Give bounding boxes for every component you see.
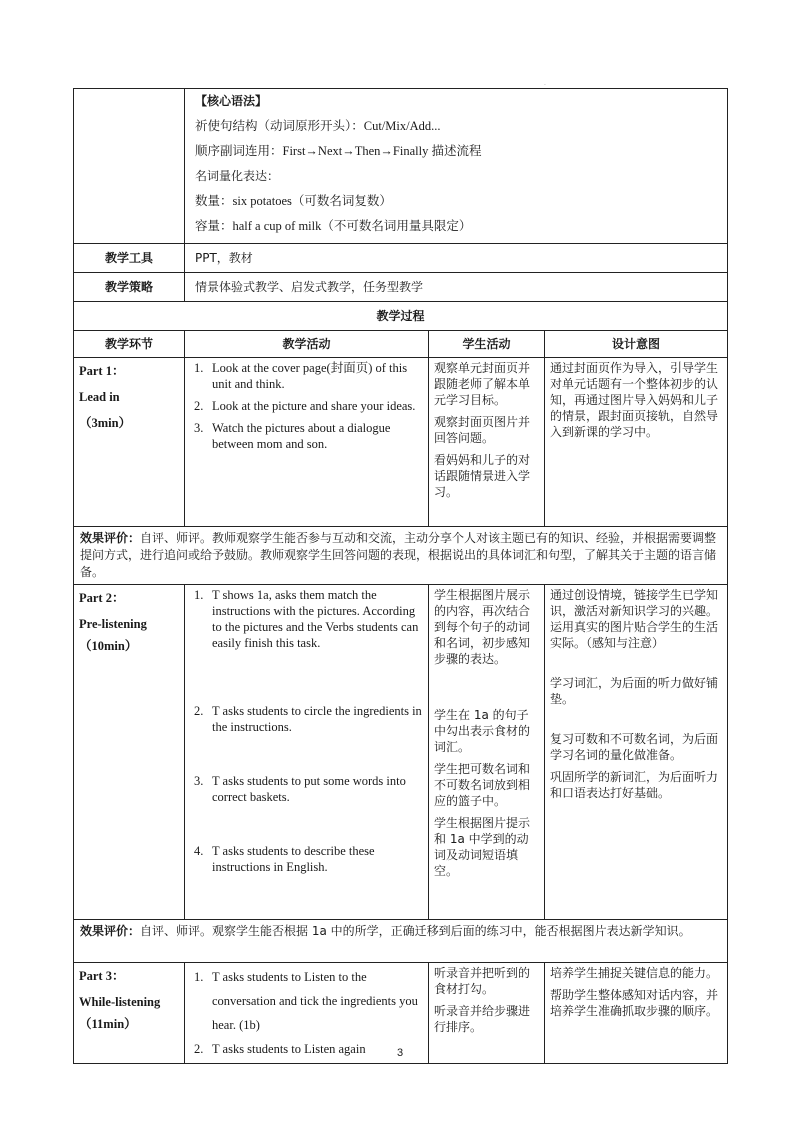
student-item: 学生根据图片提示和 1a 中学到的动词及动词短语填空。 (434, 816, 531, 878)
list-item: 3. Watch the pictures about a dialogue between mom and son. (194, 421, 391, 451)
header-student-activity: 学生活动 (429, 331, 545, 358)
tools-label: 教学工具 (74, 244, 185, 273)
grammar-line: 祈使句结构（动词原形开头）：Cut/Mix/Add... (195, 119, 441, 133)
corner-mark: . (544, 80, 546, 87)
lesson-plan-table (73, 88, 728, 1064)
header-stage: 教学环节 (74, 331, 185, 358)
grammar-row (74, 89, 728, 244)
eval1-cell (74, 527, 728, 585)
process-title-row (74, 302, 728, 331)
part2-time: （10min） (79, 639, 138, 653)
tools-value: PPT，教材 (185, 244, 728, 273)
grammar-line: 顺序副词连用：First→Next→Then→Finally 描述流程 (195, 144, 482, 158)
grammar-line: 容量：half a cup of milk（不可数名词用量具限定） (195, 219, 472, 233)
eval1-row (74, 527, 728, 585)
header-row (74, 331, 728, 358)
part3-stage: While-listening (79, 995, 161, 1009)
part2-student (429, 585, 545, 920)
student-item: 听录音并把听到的食材打勾。 (434, 966, 531, 996)
grammar-cell (185, 89, 728, 244)
intent-item: 帮助学生整体感知对话内容，并培养学生准确抓取步骤的顺序。 (550, 988, 719, 1018)
student-item: 看妈妈和儿子的对话跟随情景进入学习。 (434, 453, 531, 499)
grammar-heading: 【核心语法】 (195, 94, 268, 108)
strategy-value: 情景体验式教学、启发式教学，任务型教学 (185, 273, 728, 302)
student-item: 学生把可数名词和不可数名词放到相应的篮子中。 (434, 762, 531, 808)
eval2-row (74, 920, 728, 963)
part1-name: Part 1： (79, 364, 125, 378)
part1-stage: Lead in (79, 390, 120, 404)
part2-row (74, 585, 728, 920)
process-title: 教学过程 (74, 302, 728, 331)
part2-activities (185, 585, 429, 920)
part3-name: Part 3： (79, 969, 125, 983)
eval2-cell (74, 920, 728, 963)
eval1-text: 自评、师评。教师观察学生能否参与互动和交流，主动分享个人对该主题已有的知识、经验，并根据需要调整提问方式，进行追问或给予鼓励。教师观察学生回答问题的表现，根据说出的具体词汇和句型，了解其关于主题的语言储备。 (80, 531, 717, 579)
student-item: 学生在 1a 的句子中勾出表示食材的词汇。 (434, 708, 531, 754)
intent-item: 培养学生捕捉关键信息的能力。 (550, 966, 719, 980)
strategy-row (74, 273, 728, 302)
strategy-label: 教学策略 (74, 273, 185, 302)
intent-text: 通过封面页作为导入，引导学生对单元话题有一个整体初步的认知，再通过图片导入妈妈和儿子的情景，跟封面页接轨，自然导入到新课的学习中。 (550, 361, 719, 439)
part2-stage: Pre-listening (79, 617, 147, 631)
list-item: 1. Look at the cover page(封面页) of this unit and think. (194, 361, 408, 391)
tools-row (74, 244, 728, 273)
list-item: 2. T asks students to circle the ingredients in the instructions. (194, 704, 422, 734)
list-item: 2. Look at the picture and share your ideas. (194, 399, 416, 413)
part1-student (429, 358, 545, 527)
page-number: 3 (396, 1047, 404, 1059)
student-item: 观察单元封面页并跟随老师了解本单元学习目标。 (434, 361, 531, 407)
grammar-line: 数量：six potatoes（可数名词复数） (195, 194, 392, 208)
list-item: 3. T asks students to put some words into correct baskets. (194, 774, 406, 804)
eval2-label: 效果评价： (80, 924, 141, 938)
list-item: 1. T asks students to Listen to the conversation and tick the ingredients you hear. (1b) (194, 970, 418, 1032)
part1-stage-cell (74, 358, 185, 527)
header-teacher-activity: 教学活动 (185, 331, 429, 358)
eval2-text: 自评、师评。观察学生能否根据 1a 中的所学，正确迁移到后面的练习中，能否根据图片表达新学知识。 (140, 924, 691, 938)
part1-activities (185, 358, 429, 527)
eval1-label: 效果评价： (80, 531, 141, 545)
intent-item: 通过创设情境，链接学生已学知识，激活对新知识学习的兴趣。运用真实的图片贴合学生的生活实际。（感知与注意） (550, 588, 719, 650)
list-item: 4. T asks students to describe these instructions in English. (194, 844, 375, 874)
intent-item: 学习词汇，为后面的听力做好铺垫。 (550, 676, 719, 706)
part1-time: （3min） (79, 416, 132, 430)
student-item: 观察封面页图片并回答问题。 (434, 415, 531, 445)
student-item: 听录音并给步骤进行排序。 (434, 1004, 531, 1034)
part1-intent (545, 358, 728, 527)
list-item: 1. T shows 1a, asks them match the instructions with the pictures. According to the pictures and the Verbs students can easily finish this task. (194, 588, 419, 650)
part2-name: Part 2： (79, 591, 125, 605)
header-design-intent: 设计意图 (545, 331, 728, 358)
grammar-line: 名词量化表达： (195, 169, 280, 183)
part1-row (74, 358, 728, 527)
part2-intent (545, 585, 728, 920)
part3-time: （11min） (79, 1017, 137, 1031)
part2-stage-cell (74, 585, 185, 920)
intent-item: 巩固所学的新词汇，为后面听力和口语表达打好基础。 (550, 770, 719, 800)
list-item: 2. T asks students to Listen again (194, 1042, 366, 1056)
student-item: 学生根据图片展示的内容，再次结合到每个句子的动词和名词，初步感知步骤的表达。 (434, 588, 531, 666)
intent-item: 复习可数和不可数名词，为后面学习名词的量化做准备。 (550, 732, 719, 762)
